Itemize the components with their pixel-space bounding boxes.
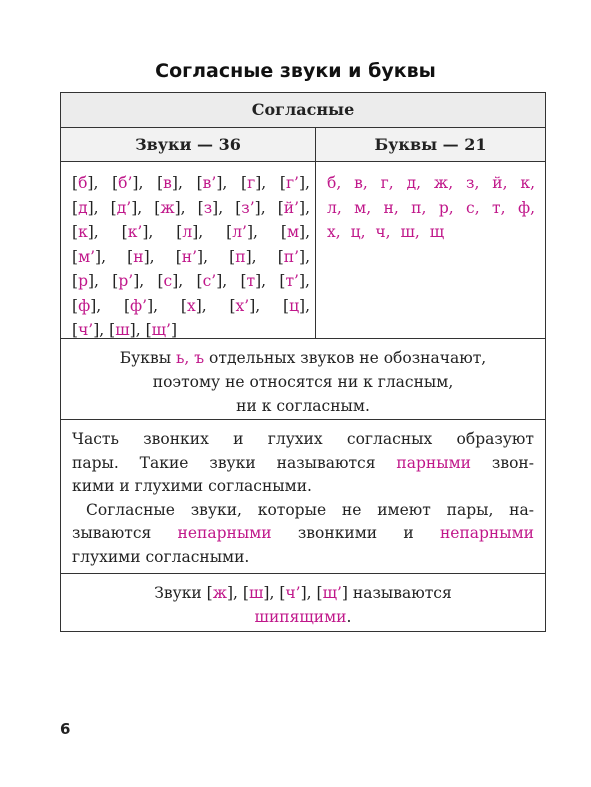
note2-line: кими и глухими согласными. bbox=[72, 477, 312, 495]
consonants-table bbox=[60, 92, 546, 632]
sound-item: [щ’] bbox=[316, 584, 348, 602]
sound-item: [п], bbox=[229, 247, 257, 266]
sound-item: [б], bbox=[72, 174, 99, 192]
sound-item: [с], bbox=[157, 272, 184, 290]
sounds-header: Звуки — 36 bbox=[135, 135, 241, 154]
sounds-line bbox=[72, 294, 310, 319]
sound-item: [н’], bbox=[175, 247, 209, 266]
signs-highlight: ь, ъ bbox=[175, 349, 205, 367]
sound-item: [г’], bbox=[279, 174, 310, 192]
sound-item: [з’], bbox=[235, 198, 266, 217]
sound-item: [х], bbox=[180, 296, 207, 315]
letters-line: л, м, н, п, р, с, т, ф, bbox=[327, 198, 535, 217]
note2-line: пары. Такие звуки называются парными звон- bbox=[72, 453, 534, 472]
sound-item: [щ’] bbox=[145, 321, 178, 339]
sound-item: [к], bbox=[72, 223, 99, 241]
sound-item: [ф], bbox=[72, 296, 102, 315]
sound-item: [т], bbox=[240, 272, 267, 290]
sounds-list bbox=[72, 171, 310, 343]
letters-line: б, в, г, д, ж, з, й, к, bbox=[327, 174, 535, 192]
sound-item: [л’], bbox=[226, 223, 258, 241]
sound-item: [р’], bbox=[112, 272, 145, 290]
sounds-line bbox=[72, 245, 310, 270]
sound-item: [ш], bbox=[109, 321, 141, 339]
sound-item: [й’], bbox=[277, 198, 311, 217]
table-header-row bbox=[61, 93, 545, 128]
sound-item: [г], bbox=[241, 174, 267, 192]
sound-item: [ш], bbox=[242, 584, 275, 602]
sound-item: [л], bbox=[176, 223, 204, 241]
letters-list bbox=[327, 171, 535, 245]
sound-item: [ч’], bbox=[72, 321, 105, 339]
sound-item: [п’], bbox=[277, 247, 310, 266]
sound-item: [д], bbox=[72, 198, 99, 217]
note2-line: глухими согласными. bbox=[72, 547, 250, 566]
sound-item: [р], bbox=[72, 272, 99, 290]
unpaired-term: непарными bbox=[177, 524, 272, 542]
sound-item: [ф’], bbox=[123, 296, 159, 315]
note3-line: Звуки [ж], [ш], [ч’], [щ’] называются bbox=[154, 584, 452, 602]
page-title: Согласные звуки и буквы bbox=[155, 60, 436, 82]
sound-item: [с’], bbox=[196, 272, 228, 290]
note1-line: Буквы ь, ъ отдельных звуков не обозначают, bbox=[119, 349, 487, 367]
sibilants-note bbox=[61, 574, 545, 631]
sound-item: [м], bbox=[280, 223, 310, 241]
sound-item: [з], bbox=[197, 198, 224, 217]
letters-header: Буквы — 21 bbox=[374, 135, 487, 154]
sounds-line bbox=[72, 196, 310, 221]
letters-line: х, ц, ч, ш, щ bbox=[327, 223, 445, 241]
sibilants-term: шипящими bbox=[254, 608, 347, 626]
page-number: 6 bbox=[60, 720, 71, 738]
sound-item: [ч’], bbox=[279, 584, 312, 602]
note2-line: Часть звонких и глухих согласных образуют bbox=[72, 430, 534, 448]
soft-hard-sign-note bbox=[61, 339, 545, 420]
sound-item: [х’], bbox=[229, 296, 261, 315]
paired-term: парными bbox=[396, 453, 471, 472]
sound-item: [н], bbox=[127, 247, 155, 266]
sound-item: [ж], bbox=[206, 584, 238, 602]
sounds-line bbox=[72, 269, 310, 294]
sound-item: [к’], bbox=[121, 223, 154, 241]
table-header: Согласные bbox=[251, 100, 355, 119]
note1-line: ни к согласным. bbox=[236, 397, 370, 415]
sounds-line bbox=[72, 220, 310, 245]
sound-item: [т’], bbox=[279, 272, 310, 290]
sibilant-sounds bbox=[207, 584, 348, 602]
sound-item: [в’], bbox=[196, 174, 228, 192]
unpaired-term: непарными bbox=[439, 524, 534, 542]
sounds-letters-row bbox=[61, 162, 545, 339]
sound-item: [в], bbox=[157, 174, 183, 192]
sound-item: [б’], bbox=[112, 174, 144, 192]
column-headers-row bbox=[61, 128, 545, 162]
sound-item: [м’], bbox=[72, 247, 107, 266]
note2-line: Согласные звуки, которые не имеют пары, на- bbox=[86, 500, 534, 519]
sounds-line bbox=[72, 171, 310, 196]
sound-item: [д’], bbox=[110, 198, 143, 217]
note2-line: зываются непарными звонкими и непарными bbox=[72, 524, 534, 542]
note3-line: шипящими. bbox=[254, 608, 352, 626]
sound-item: [ж], bbox=[154, 198, 186, 217]
note1-line: поэтому не относятся ни к гласным, bbox=[152, 373, 454, 391]
sound-item: [ц], bbox=[283, 296, 311, 315]
paired-consonants-note bbox=[61, 420, 545, 574]
